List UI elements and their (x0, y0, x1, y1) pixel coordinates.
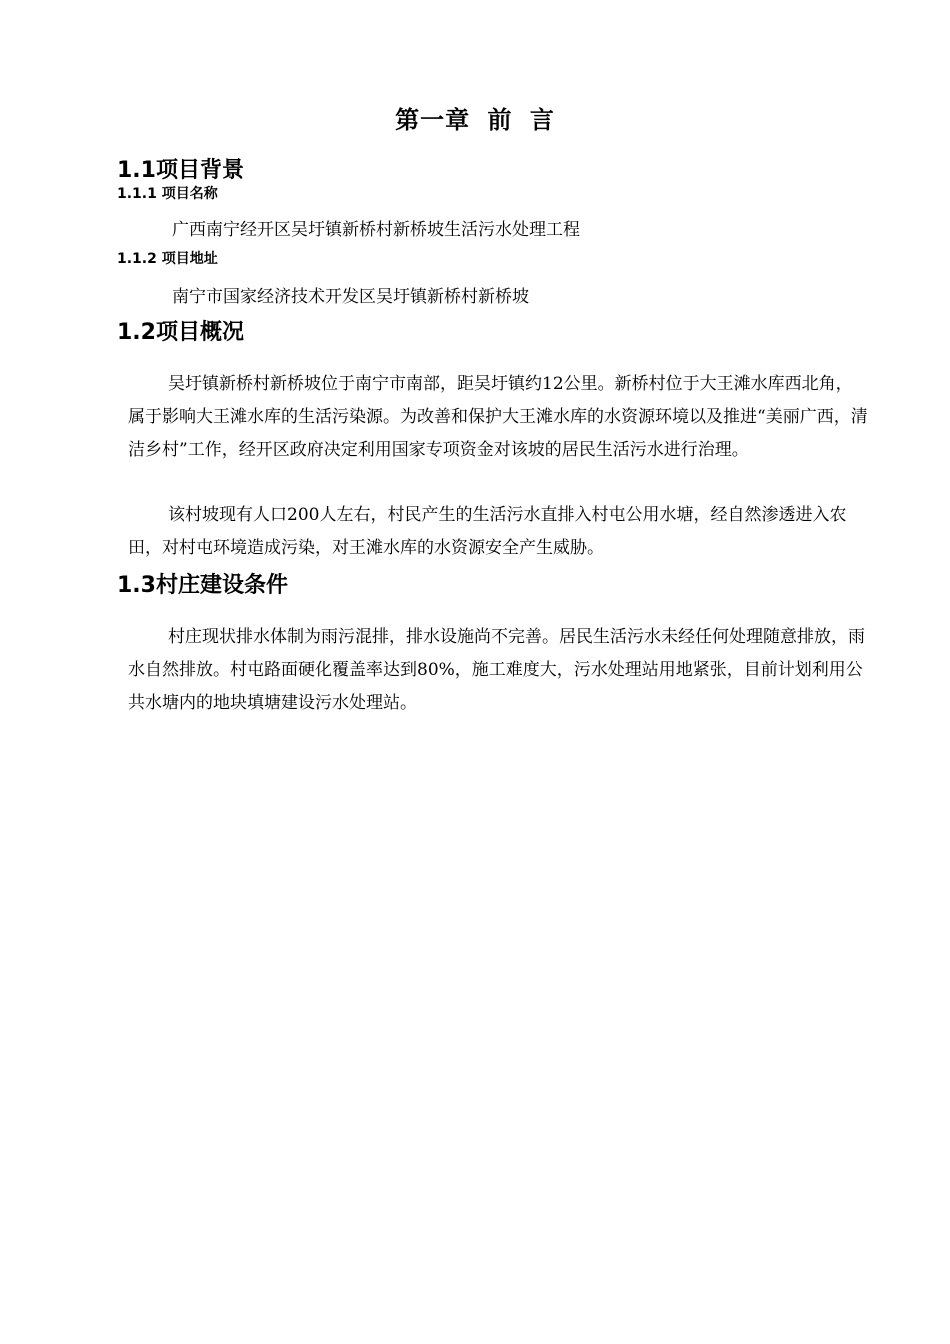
section-heading-1-2: 1.2项目概况 (117, 320, 244, 345)
chapter-title: 第一章 前 言 (395, 106, 555, 134)
construction-conditions-paragraph: 村庄现状排水体制为雨污混排，排水设施尚不完善。居民生活污水未经任何处理随意排放，雨水自然排放。村屯路面硬化覆盖率达到80%，施工难度大，污水处理站用地紧张，目前计划利用公共水塘内的地块填塘建设污水处理站。 (128, 627, 865, 713)
project-address-text: 南宁市国家经济技术开发区吴圩镇新桥村新桥坡 (172, 287, 529, 307)
overview-paragraph-2: 该村坡现有人口200人左右，村民产生的生活污水直排入村屯公用水塘，经自然渗透进入农田，对村屯环境造成污染，对王滩水库的水资源安全产生威胁。 (128, 505, 847, 558)
overview-paragraph-1: 吴圩镇新桥村新桥坡位于南宁市南部，距吴圩镇约12公里。新桥村位于大王滩水库西北角，属于影响大王滩水库的生活污染源。为改善和保护大王滩水库的水资源环境以及推进“美丽广西，清洁乡村”工作，经开区政府决定利用国家专项资金对该坡的居民生活污水进行治理。 (128, 374, 868, 460)
project-name-text: 广西南宁经开区吴圩镇新桥村新桥坡生活污水处理工程 (172, 220, 580, 240)
subsection-heading-1-1-1: 1.1.1 项目名称 (117, 186, 218, 202)
section-heading-1-1: 1.1项目背景 (117, 158, 244, 183)
subsection-heading-1-1-2: 1.1.2 项目地址 (117, 251, 218, 267)
section-heading-1-3: 1.3村庄建设条件 (117, 573, 288, 598)
